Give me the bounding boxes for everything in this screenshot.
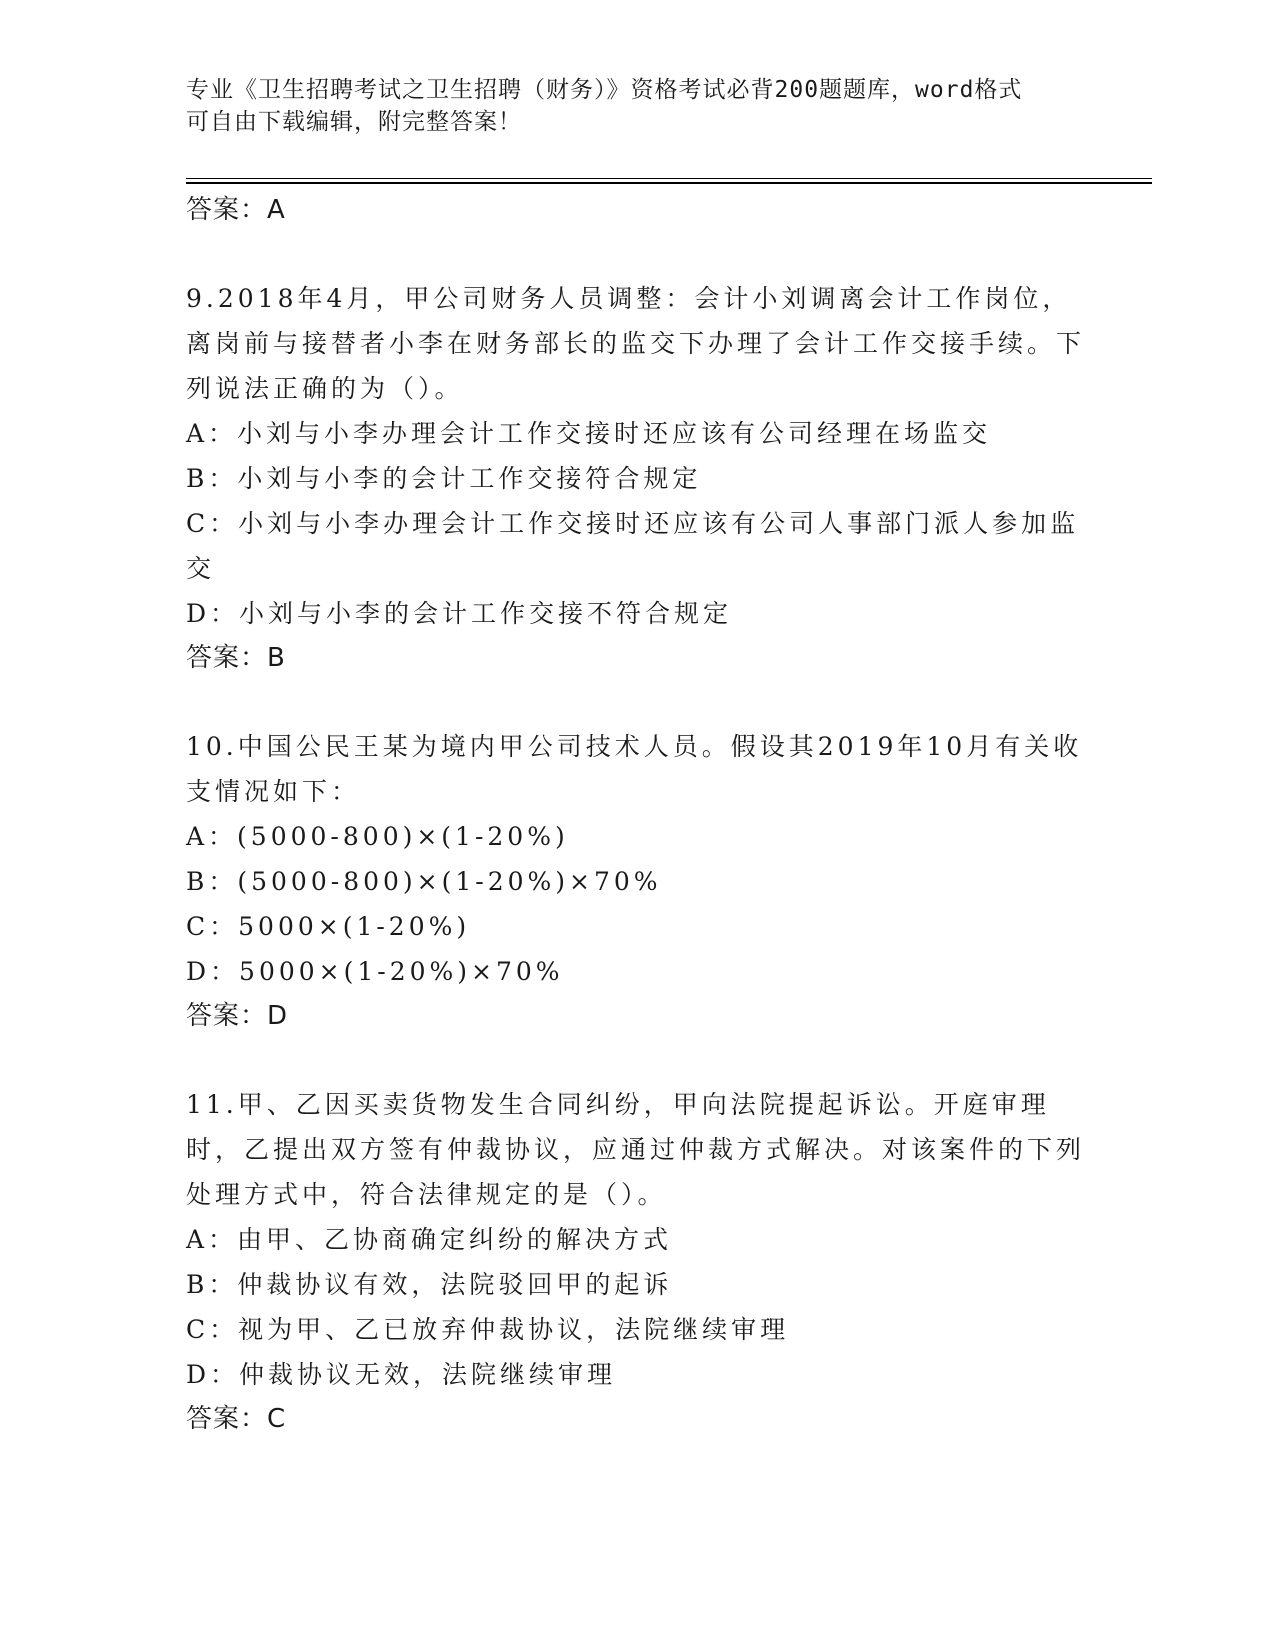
document-header xyxy=(186,74,1066,138)
header-divider-thin xyxy=(186,178,1152,179)
answer-previous: 答案：A xyxy=(186,195,286,225)
question-11 xyxy=(186,1082,1086,1441)
question-11-option-b: B：仲裁协议有效，法院驳回甲的起诉 xyxy=(186,1270,673,1299)
header-divider-thick xyxy=(186,182,1152,184)
question-11-option-d: D：仲裁协议无效，法院继续审理 xyxy=(186,1360,617,1389)
question-9-option-c: C：小刘与小李办理会计工作交接时还应该有公司人事部门派人参加监交 xyxy=(186,509,1080,583)
question-9-option-a: A：小刘与小李办理会计工作交接时还应该有公司经理在场监交 xyxy=(186,419,992,448)
question-9-option-d: D：小刘与小李的会计工作交接不符合规定 xyxy=(186,599,733,628)
spacer xyxy=(186,680,1086,724)
header-line-2: 可自由下载编辑，附完整答案！ xyxy=(186,109,522,135)
question-11-option-c: C：视为甲、乙已放弃仲裁协议，法院继续审理 xyxy=(186,1315,790,1344)
question-10-option-b: B：(5000-800)×(1-20%)×70% xyxy=(186,867,662,896)
question-10-option-d: D：5000×(1-20%)×70% xyxy=(186,957,564,986)
spacer xyxy=(186,232,1086,276)
header-line-1: 专业《卫生招聘考试之卫生招聘（财务）》资格考试必背200题题库，word格式 xyxy=(186,77,1023,103)
question-9-option-b: B：小刘与小李的会计工作交接符合规定 xyxy=(186,464,702,493)
document-body xyxy=(186,188,1086,1441)
question-11-answer: 答案：C xyxy=(186,1404,287,1434)
question-10-option-c: C：5000×(1-20%) xyxy=(186,912,471,941)
question-9-text: 9.2018年4月，甲公司财务人员调整：会计小刘调离会计工作岗位，离岗前与接替者小李在财务部长的监交下办理了会计工作交接手续。下列说法正确的为（）。 xyxy=(186,284,1086,403)
question-10 xyxy=(186,724,1086,1038)
question-10-option-a: A：(5000-800)×(1-20%) xyxy=(186,822,569,851)
question-9 xyxy=(186,276,1086,680)
question-11-option-a: A：由甲、乙协商确定纠纷的解决方式 xyxy=(186,1225,673,1254)
question-11-text: 11.甲、乙因买卖货物发生合同纠纷，甲向法院提起诉讼。开庭审理时，乙提出双方签有仲裁协议，应通过仲裁方式解决。对该案件的下列处理方式中，符合法律规定的是（）。 xyxy=(186,1090,1086,1209)
question-10-answer: 答案：D xyxy=(186,1001,289,1031)
spacer xyxy=(186,1038,1086,1082)
question-10-text: 10.中国公民王某为境内甲公司技术人员。假设其2019年10月有关收支情况如下： xyxy=(186,732,1083,806)
question-9-answer: 答案：B xyxy=(186,643,286,673)
